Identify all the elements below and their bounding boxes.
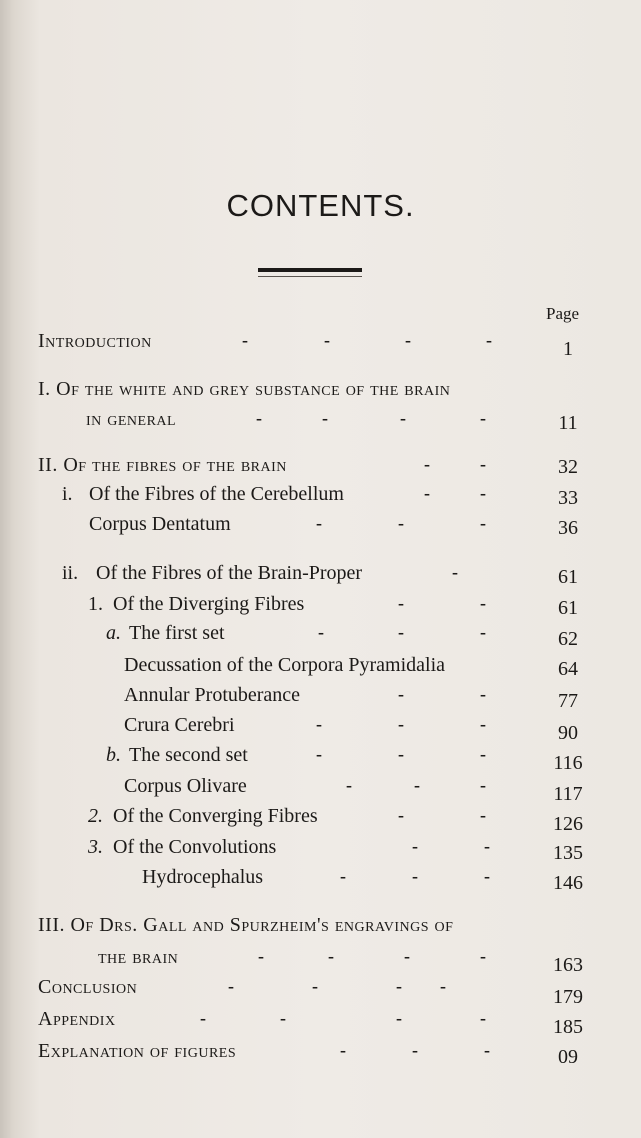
leader-dash: - <box>258 946 264 966</box>
toc-entry <box>0 775 641 803</box>
leader-dash: - <box>480 483 486 503</box>
toc-entry-page: 77 <box>558 690 578 712</box>
leader-dash: - <box>480 513 486 533</box>
leader-dash: - <box>400 408 406 428</box>
toc-entry-page: 116 <box>553 752 583 774</box>
toc-entry-page: 146 <box>553 872 583 894</box>
page-title: CONTENTS. <box>226 188 415 223</box>
toc-entry-page: 135 <box>553 842 583 864</box>
toc-entry-page: 62 <box>558 628 578 650</box>
toc-entry <box>0 744 641 772</box>
leader-dash: - <box>412 1040 418 1060</box>
leader-dash: - <box>398 714 404 734</box>
toc-entry-label: The first set <box>129 622 225 644</box>
toc-entry <box>0 684 641 712</box>
leader-dash: - <box>414 775 420 795</box>
toc-entry-page: 185 <box>553 1016 583 1038</box>
leader-dash: - <box>440 976 446 996</box>
toc-entry-prefix: ii. <box>62 562 79 584</box>
toc-entry <box>0 1008 641 1036</box>
toc-entry-prefix: i. <box>62 483 73 505</box>
toc-entry <box>0 946 641 974</box>
leader-dash: - <box>340 1040 346 1060</box>
toc-entry-label: Crura Cerebri <box>124 714 235 736</box>
leader-dash: - <box>346 775 352 795</box>
leader-dash: - <box>424 454 430 474</box>
leader-dash: - <box>322 408 328 428</box>
toc-entry-label: Conclusion <box>38 976 138 998</box>
toc-entry-label: Annular Protuberance <box>124 684 301 706</box>
leader-dash: - <box>480 593 486 613</box>
toc-entry <box>0 562 641 590</box>
toc-entry-label: Appendix <box>38 1008 116 1030</box>
toc-entry-page: 90 <box>558 722 578 744</box>
toc-entry <box>0 330 641 358</box>
toc-entry-label: Corpus Olivare <box>124 775 247 797</box>
toc-entry-page: 33 <box>558 487 578 509</box>
toc-entry <box>0 1040 641 1068</box>
leader-dash: - <box>480 946 486 966</box>
toc-entry-label: Explanation of figures <box>38 1040 237 1062</box>
toc-entry <box>0 513 641 541</box>
leader-dash: - <box>424 483 430 503</box>
leader-dash: - <box>398 622 404 642</box>
leader-dash: - <box>405 330 411 350</box>
leader-dash: - <box>398 513 404 533</box>
toc-entry-page: 64 <box>558 658 578 680</box>
toc-entry-page: 36 <box>558 517 578 539</box>
toc-entry-page: 163 <box>553 954 583 976</box>
toc-entry <box>0 654 641 682</box>
leader-dash: - <box>396 976 402 996</box>
leader-dash: - <box>398 593 404 613</box>
toc-entry-label: I. Of the white and grey substance of the brain <box>38 378 451 400</box>
toc-entry <box>0 378 641 406</box>
leader-dash: - <box>396 1008 402 1028</box>
leader-dash: - <box>228 976 234 996</box>
leader-dash: - <box>452 562 458 582</box>
toc-entry-page: 117 <box>553 783 583 805</box>
toc-entry-label: Introduction <box>38 330 152 352</box>
toc-entry-prefix: b. <box>106 744 121 766</box>
toc-entry <box>0 914 641 942</box>
toc-entry-page: 126 <box>553 813 583 835</box>
leader-dash: - <box>316 513 322 533</box>
leader-dash: - <box>486 330 492 350</box>
toc-entry-label: the brain <box>98 946 179 968</box>
toc-entry-label: The second set <box>129 744 248 766</box>
leader-dash: - <box>242 330 248 350</box>
leader-dash: - <box>480 1008 486 1028</box>
leader-dash: - <box>480 684 486 704</box>
toc-entry-prefix: a. <box>106 622 121 644</box>
leader-dash: - <box>480 622 486 642</box>
leader-dash: - <box>484 836 490 856</box>
toc-entry-prefix: 1. <box>88 593 103 615</box>
leader-dash: - <box>398 805 404 825</box>
toc-entry <box>0 836 641 864</box>
toc-entry <box>0 483 641 511</box>
leader-dash: - <box>404 946 410 966</box>
leader-dash: - <box>316 744 322 764</box>
leader-dash: - <box>480 714 486 734</box>
toc-entry-page: 1 <box>563 338 573 360</box>
toc-entry <box>0 976 641 1008</box>
toc-entry-label: in general <box>86 408 177 430</box>
toc-entry-label: Of the Converging Fibres <box>113 805 318 827</box>
leader-dash: - <box>412 836 418 856</box>
toc-entry-page: 179 <box>553 986 583 1008</box>
toc-entry-page: 09 <box>558 1046 578 1068</box>
toc-entry <box>0 622 641 650</box>
toc-entry <box>0 866 641 894</box>
page-column-label: Page <box>546 304 580 323</box>
toc-entry <box>0 408 641 436</box>
leader-dash: - <box>328 946 334 966</box>
leader-dash: - <box>398 744 404 764</box>
toc-entry-label: II. Of the fibres of the brain <box>38 454 287 476</box>
toc-entry-label: Corpus Dentatum <box>89 513 231 535</box>
leader-dash: - <box>340 866 346 886</box>
leader-dash: - <box>200 1008 206 1028</box>
leader-dash: - <box>412 866 418 886</box>
toc-entry <box>0 805 641 833</box>
toc-entry-label: Hydrocephalus <box>142 866 264 888</box>
toc-entry-label: III. Of Drs. Gall and Spurzheim's engravings of <box>38 914 454 936</box>
toc-entry-label: Of the Fibres of the Brain-Proper <box>96 562 363 584</box>
toc-entry-label: Decussation of the Corpora Pyramidalia <box>124 654 446 676</box>
leader-dash: - <box>280 1008 286 1028</box>
leader-dash: - <box>256 408 262 428</box>
leader-dash: - <box>324 330 330 350</box>
toc-entry-page: 11 <box>558 412 578 434</box>
leader-dash: - <box>480 744 486 764</box>
toc-entry-page: 61 <box>558 597 578 619</box>
leader-dash: - <box>398 684 404 704</box>
title-rule <box>258 268 362 272</box>
leader-dash: - <box>316 714 322 734</box>
leader-dash: - <box>480 454 486 474</box>
leader-dash: - <box>484 866 490 886</box>
toc-entry-prefix: 3. <box>88 836 103 858</box>
leader-dash: - <box>484 1040 490 1060</box>
toc-entry <box>0 454 641 482</box>
title-rule-thin <box>258 276 362 277</box>
toc-entry-label: Of the Diverging Fibres <box>113 593 305 615</box>
leader-dash: - <box>480 408 486 428</box>
toc-entry-page: 32 <box>558 456 578 478</box>
leader-dash: - <box>318 622 324 642</box>
leader-dash: - <box>312 976 318 996</box>
leader-dash: - <box>480 805 486 825</box>
toc-entry-label: Of the Fibres of the Cerebellum <box>89 483 344 505</box>
toc-entry-label: Of the Convolutions <box>113 836 277 858</box>
toc-entry-prefix: 2. <box>88 805 103 827</box>
toc-entry <box>0 714 641 742</box>
toc-entry <box>0 593 641 621</box>
toc-entry-page: 61 <box>558 566 578 588</box>
leader-dash: - <box>480 775 486 795</box>
